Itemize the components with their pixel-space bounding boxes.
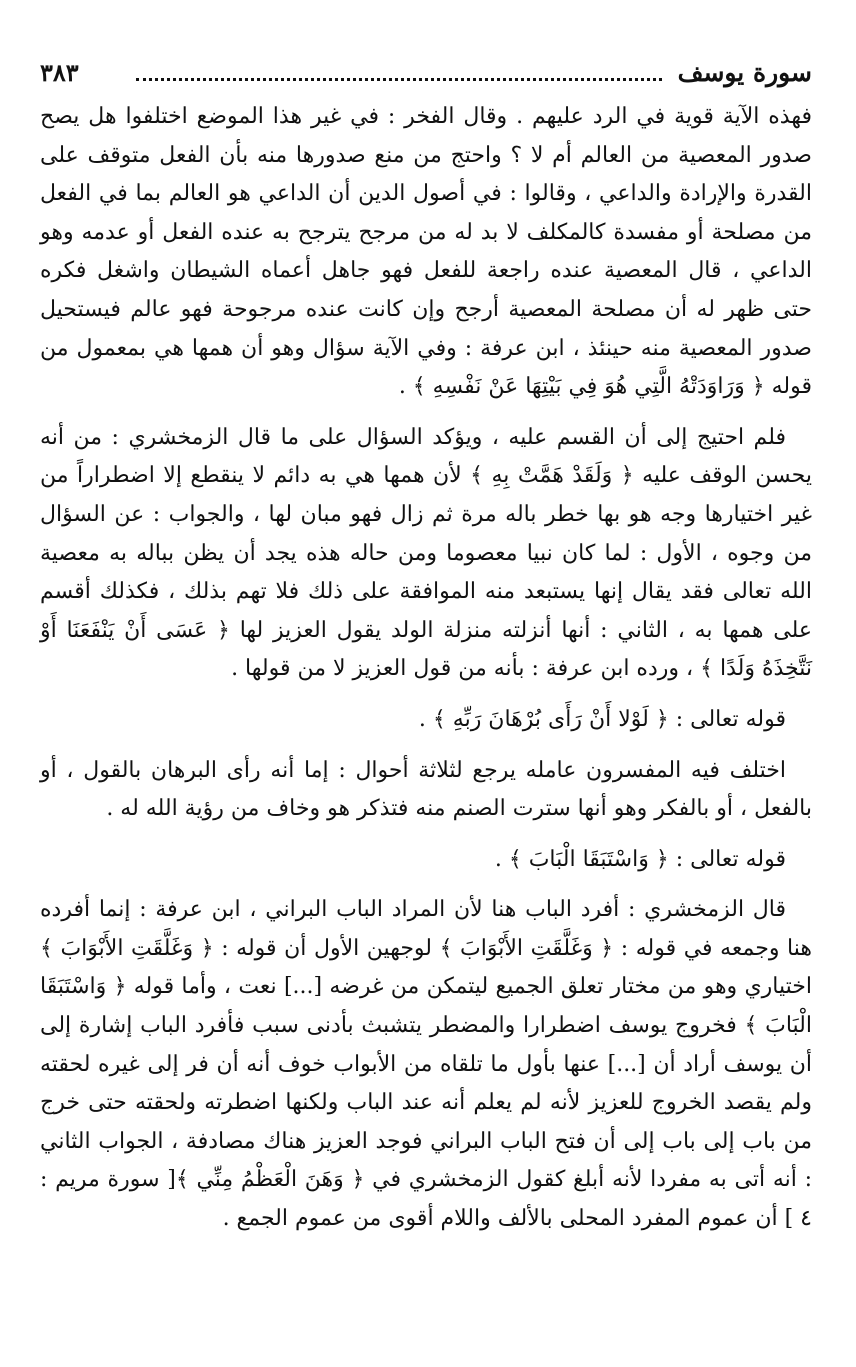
page-header bbox=[40, 58, 812, 90]
paragraph-2: فلم احتيج إلى أن القسم عليه ، ويؤكد السؤال على ما قال الزمخشري : من أنه يحسن الوقف عليه ﴿ وَلَقَدْ هَمَّتْ بِهِ ﴾ لأن همها هي به دائم لا ينقطع إلا اضطراراً من غير اختيارها وجه هو بها خطر باله مرة ثم زال فهو مبان لها ، والجواب : عن السؤال من وجوه ، الأول : لما كان نبيا معصوما ومن حاله هذه يجد أن يظن بباله به معصية الله تعالى فقد يقال إنها يستبعد منه الموافقة على ذلك فلا تهم بذلك ، فكذلك أقسم على همها به ، الثاني : أنها أنزلته منزلة الولد يقول العزيز لها ﴿ عَسَى أَنْ يَنْفَعَنَا أَوْ نَتَّخِذَهُ وَلَدًا ﴾ ، ورده ابن عرفة : بأنه من قول العزيز لا من قولها . bbox=[40, 424, 812, 682]
paragraph-5: قوله تعالى : ﴿ وَاسْتَبَقَا الْبَابَ ﴾ . bbox=[494, 846, 786, 872]
paragraph-4: اختلف فيه المفسرون عامله يرجع لثلاثة أحوال : إما أنه رأى البرهان بالقول ، أو بالفعل ، أو بالفكر وهو أنها سترت الصنم منه فتذكر هو وخاف من رؤية الله له . bbox=[40, 757, 812, 822]
header-dotted-leader bbox=[136, 78, 662, 81]
paragraph-3: قوله تعالى : ﴿ لَوْلا أَنْ رَأَى بُرْهَانَ رَبِّهِ ﴾ . bbox=[418, 706, 786, 732]
paragraph-1: فهذه الآية قوية في الرد عليهم . وقال الفخر : في غير هذا الموضع اختلفوا هل يصح صدور المعصية من العالم أم لا ؟ واحتج من منع صدورها منه بأن الفعل متوقف على القدرة والإرادة والداعي ، وقالوا : في أصول الدين أن الداعي هو العالم بما في الفعل من مصلحة أو مفسدة كالمكلف لا بد له من مرجح يترجح به عنده الفعل أو عدمه وهو الداعي ، قال المعصية عنده راجعة للفعل فهو جاهل أعماه الشيطان واشغل فكره حتى ظهر له أن مصلحة المعصية أرجح وإن كانت عنده مرجوحة فهو عالم فيستحيل صدور المعصية منه حينئذ ، ابن عرفة : وفي الآية سؤال وهو أن همها هي بمعمول من قوله ﴿ وَرَاوَدَتْهُ الَّتِي هُوَ فِي بَيْتِهَا عَنْ نَفْسِهِ ﴾ . bbox=[40, 104, 812, 400]
paragraph-6: قال الزمخشري : أفرد الباب هنا لأن المراد الباب البراني ، ابن عرفة : إنما أفرده هنا وجمعه في قوله : ﴿ وَغَلَّقَتِ الأَبْوَابَ ﴾ لوجهين الأول أن قوله : ﴿ وَغَلَّقَتِ الأَبْوَابَ ﴾ اختياري وهو من مختار تعلق الجميع ليتمكن من غرضه [...] نعت ، وأما قوله ﴿ وَاسْتَبَقَا الْبَابَ ﴾ فخروج يوسف اضطرارا والمضطر يتشبث بأدنى سبب فأفرد الباب إشارة إلى أن يوسف أراد أن [...] عنها بأول ما تلقاه من الأبواب خوف أنه أن فر إلى غيره لحقته ولم يقصد الخروج للعزيز لأنه لم يعلم أنه عند الباب ولكنها اضطرته ولحقته حتى خرج من باب إلى باب إلى أن فتح الباب البراني فوجد العزيز هناك مصادفة ، الجواب الثاني : أنه أتى به مفردا لأنه أبلغ كقول الزمخشري في ﴿ وَهَنَ الْعَظْمُ مِنِّي ﴾[ سورة مريم : ٤ ] أن عموم المفرد المحلى بالألف واللام أقوى من عموم الجمع . bbox=[40, 897, 812, 1232]
page-body bbox=[40, 98, 812, 1239]
surah-title: سورة يوسف bbox=[677, 58, 812, 87]
page-number: ٣٨٣ bbox=[40, 58, 79, 87]
